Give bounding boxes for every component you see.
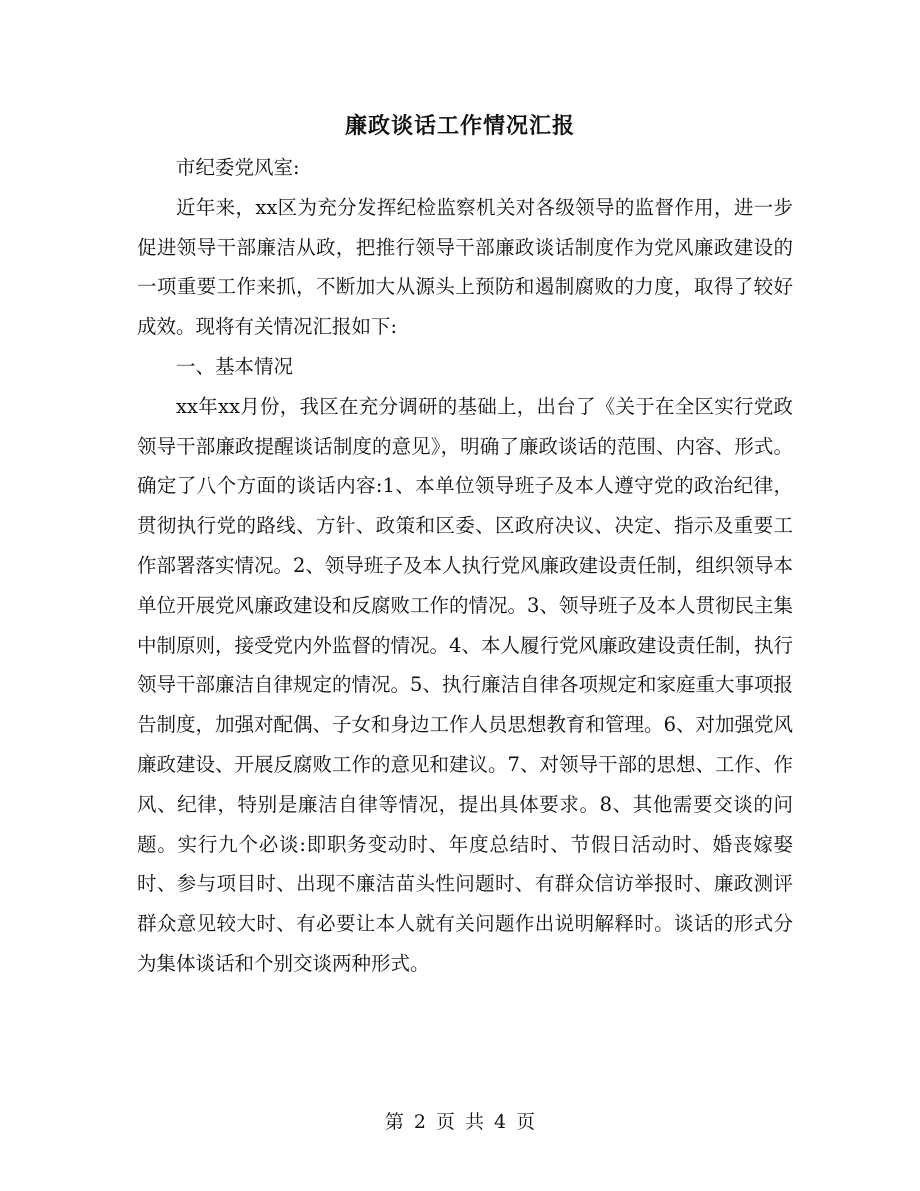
paragraph-intro: 近年来，xx区为充分发挥纪检监察机关对各级领导的监督作用，进一步促进领导干部廉洁从政，把推行领导干部廉政谈话制度作为党风廉政建设的一项重要工作来抓，不断加大从源头上预防和遏制腐败的力度，取得了较好成效。现将有关情况汇报如下: bbox=[137, 195, 793, 339]
document-title: 廉政谈话工作情况汇报 bbox=[344, 113, 575, 139]
section-heading: 一、基本情况 bbox=[176, 354, 294, 378]
page-number: 第 2 页 共 4 页 bbox=[384, 1111, 536, 1133]
paragraph-basic-situation: xx年xx月份，我区在充分调研的基础上，出台了《关于在全区实行党政领导干部廉政提醒谈话制度的意见》，明确了廉政谈话的范围、内容、形式。确定了八个方面的谈话内容:1、本单位领导班子及本人遵守党的政治纪律，贯彻执行党的路线、方针、政策和区委、区政府决议、决定、指示及重要工作部署落实情况。2、领导班子及本人执行党风廉政建设责任制，组织领导本单位开展党风廉政建设和反腐败工作的情况。3、领导班子及本人贯彻民主集中制原则，接受党内外监督的情况。4、本人履行党风廉政建设责任制，执行领导干部廉洁自律规定的情况。5、执行廉洁自律各项规定和家庭重大事项报告制度，加强对配偶、子女和身边工作人员思想教育和管理。6、对加强党风廉政建设、开展反腐败工作的意见和建议。7、对领导干部的思想、工作、作风、纪律，特别是廉洁自律等情况，提出具体要求。8、其他需要交谈的问题。实行九个必谈:即职务变动时、年度总结时、节假日活动时、婚丧嫁娶时、参与项目时、出现不廉洁苗头性问题时、有群众信访举报时、廉政测评群众意见较大时、有必要让本人就有关问题作出说明解释时。谈话的形式分为集体谈话和个别交谈两种形式。 bbox=[137, 394, 793, 975]
salutation: 市纪委党风室: bbox=[176, 156, 300, 179]
document-body bbox=[137, 148, 793, 984]
